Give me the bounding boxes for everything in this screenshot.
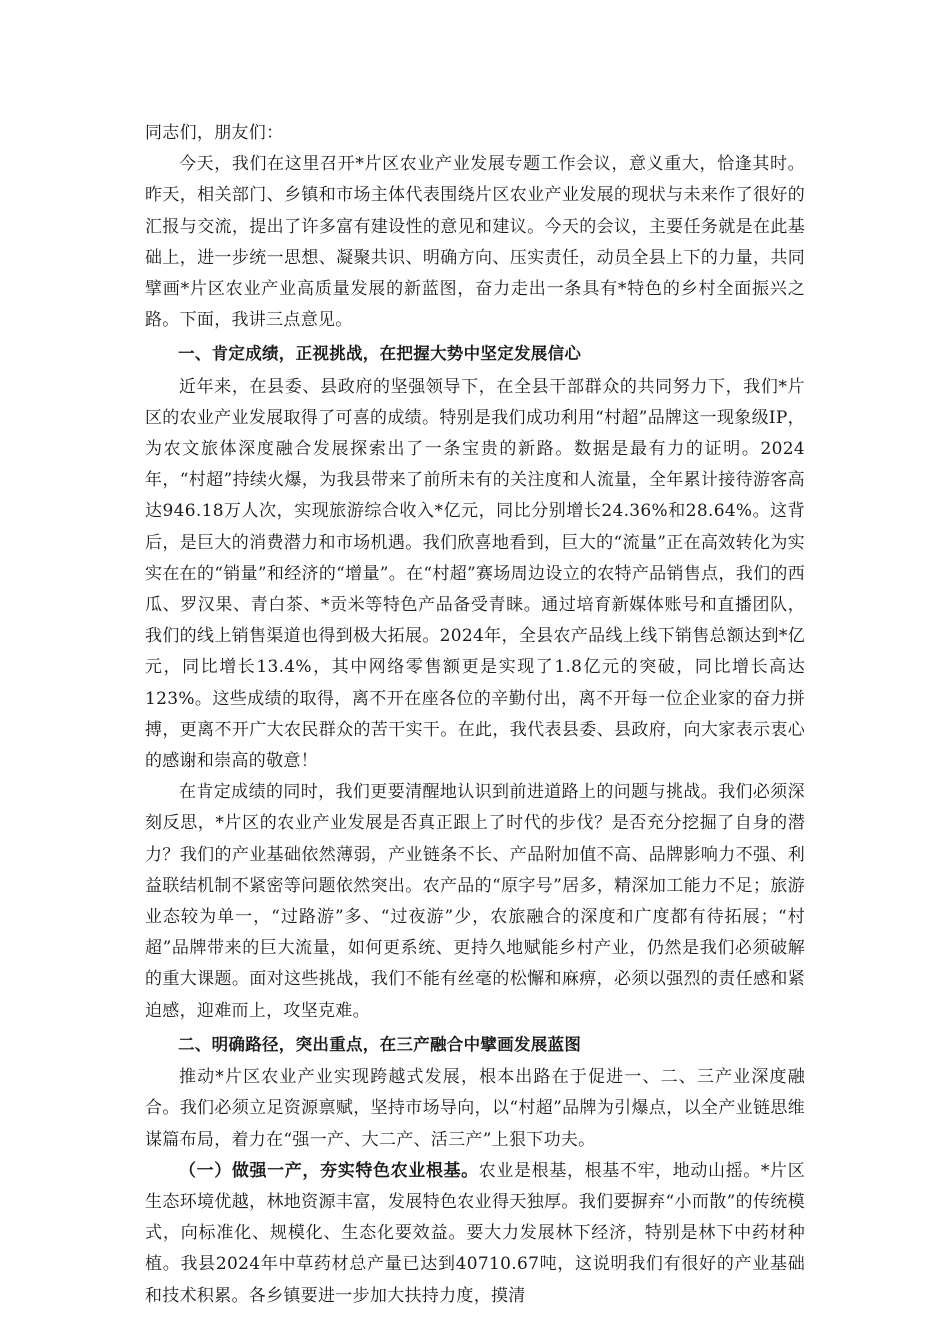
intro-paragraph: 今天，我们在这里召开*片区农业产业发展专题工作会议，意义重大，恰逢其时。昨天，相关部门、乡镇和市场主体代表围绕片区农业产业发展的现状与未来作了很好的汇报与交流，提出了许多富有建设性的意见和建议。今天的会议，主要任务就是在此基础上，进一步统一思想、凝聚共识、明确方向、压实责任，动员全县上下的力量，共同擘画*片区农业产业高质量发展的新蓝图，奋力走出一条具有*特色的乡村全面振兴之路。下面，我讲三点意见。 bbox=[145, 154, 805, 331]
section-1-paragraph-1: 近年来，在县委、县政府的坚强领导下，在全县干部群众的共同努力下，我们*片区的农业产业发展取得了可喜的成绩。特别是我们成功利用“村超”品牌这一现象级IP，为农文旅体深度融合发展探索出了一条宝贵的新路。数据是最有力的证明。2024年，“村超”持续火爆，为我县带来了前所未有的关注度和人流量，全年累计接待游客高达946.18万人次，实现旅游综合收入*亿元，同比分别增长24.36%和28.64%。这背后，是巨大的消费潜力和市场机遇。我们欣喜地看到，巨大的“流量”正在高效转化为实实在在的“销量”和经济的“增量”。在“村超”赛场周边设立的农特产品销售点，我们的西瓜、罗汉果、青白茶、*贡米等特色产品备受青睐。通过培育新媒体账号和直播团队，我们的线上销售渠道也得到极大拓展。2024年，全县农产品线上线下销售总额达到*亿元，同比增长13.4%，其中网络零售额更是实现了1.8亿元的突破，同比增长高达123%。这些成绩的取得，离不开在座各位的辛勤付出，离不开每一位企业家的奋力拼搏，更离不开广大农民群众的苦干实干。在此，我代表县委、县政府，向大家表示衷心的感谢和崇高的敬意！ bbox=[145, 376, 805, 772]
section-2-subsection-1 bbox=[145, 1156, 805, 1312]
section-1-paragraph-2: 在肯定成绩的同时，我们更要清醒地认识到前进道路上的问题与挑战。我们必须深刻反思，*片区的农业产业发展是否真正跟上了时代的步伐？是否充分挖掘了自身的潜力？我们的产业基础依然薄弱，产业链条不长、产品附加值不高、品牌影响力不强、利益联结机制不紧密等问题依然突出。农产品的“原字号”居多，精深加工能力不足；旅游业态较为单一，“过路游”多、“过夜游”少，农旅融合的深度和广度都有待拓展；“村超”品牌带来的巨大流量，如何更系统、更持久地赋能乡村产业，仍然是我们必须破解的重大课题。面对这些挑战，我们不能有丝毫的松懈和麻痹，必须以强烈的责任感和紧迫感，迎难而上，攻坚克难。 bbox=[145, 782, 805, 1021]
salutation: 同志们，朋友们： bbox=[145, 123, 284, 143]
document-page bbox=[145, 118, 805, 1312]
subsection-1-text: 农业是根基，根基不牢，地动山摇。*片区生态环境优越，林地资源丰富，发展特色农业得天独厚。我们要摒弃“小而散”的传统模式，向标准化、规模化、生态化要效益。要大力发展林下经济，特别是林下中药材种植。我县2024年中草药材总产量已达到40710.67吨，这说明我们有很好的产业基础和技术积累。各乡镇要进一步加大扶持力度，摸清 bbox=[145, 1160, 805, 1306]
section-2-paragraph-1: 推动*片区农业产业实现跨越式发展，根本出路在于促进一、二、三产业深度融合。我们必须立足资源禀赋，坚持市场导向，以“村超”品牌为引爆点，以全产业链思维谋篇布局，着力在“强一产、大二产、活三产”上狠下功夫。 bbox=[145, 1067, 805, 1150]
section-2-heading: 二、明确路径，突出重点，在三产融合中擘画发展蓝图 bbox=[178, 1034, 582, 1054]
section-1-heading: 一、肯定成绩，正视挑战，在把握大势中坚定发展信心 bbox=[178, 344, 582, 364]
subsection-1-label: （一）做强一产，夯实特色农业根基。 bbox=[179, 1160, 479, 1181]
